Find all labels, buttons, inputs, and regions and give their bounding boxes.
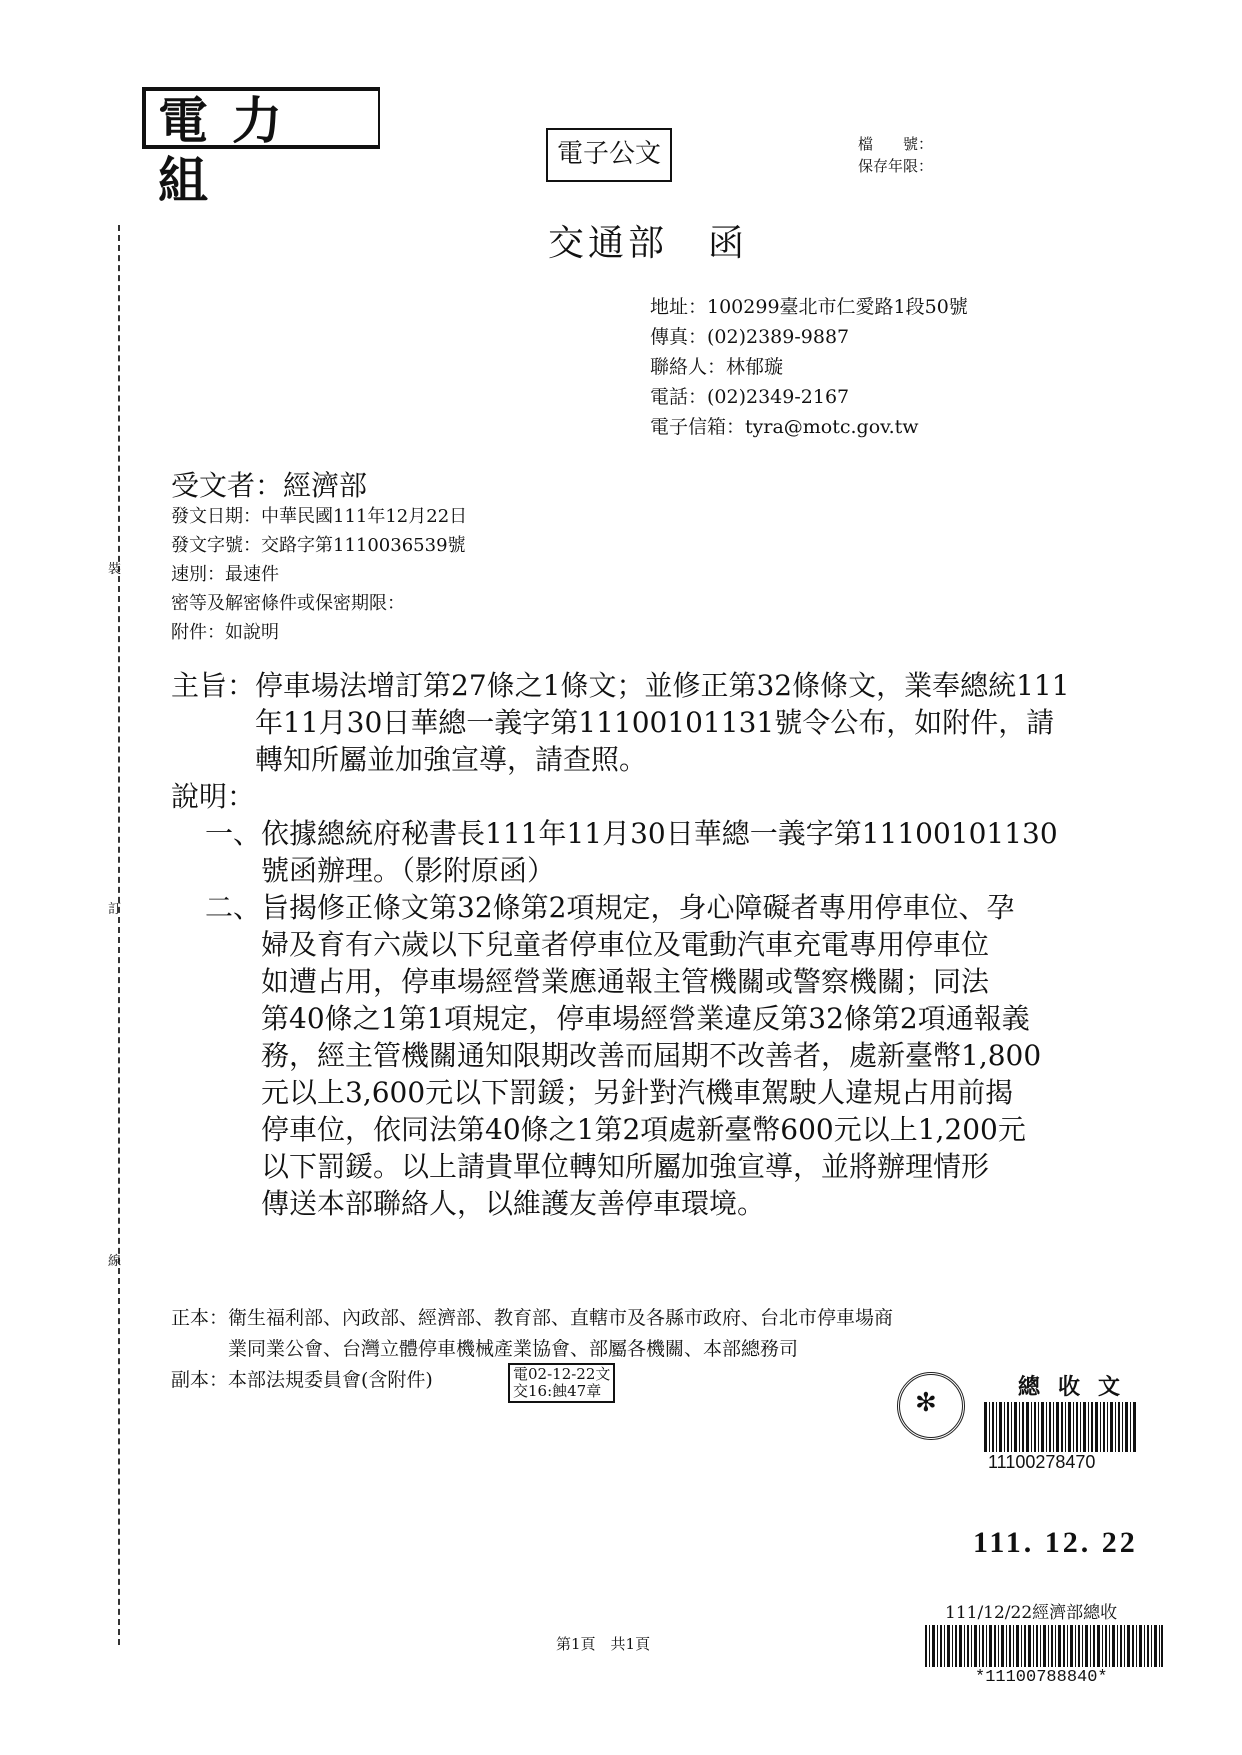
margin-char-xian: 線: [108, 1254, 122, 1269]
item-number: 二、: [204, 891, 261, 924]
receipt-stamp-line: 交16:蝕47章: [513, 1382, 602, 1400]
item-line: 依據總統府秘書長111年11月30日華總一義字第11100101130: [261, 817, 1058, 850]
subject-label: 主旨：: [171, 669, 256, 702]
document-number: 發文字號：交路字第1110036539號: [171, 535, 466, 556]
issue-date: 發文日期：中華民國111年12月22日: [171, 506, 468, 527]
ministry-receipt-barcode: [925, 1625, 1163, 1667]
attachment: 附件：如說明: [171, 622, 279, 643]
item-line: 第40條之1第1項規定，停車場經營業違反第32條第2項通報義: [261, 1002, 1030, 1035]
item-text: [261, 889, 1111, 1222]
ministry-receipt-label: 111/12/22經濟部總收: [945, 1603, 1118, 1623]
margin-char-zhuang: 裝: [108, 562, 122, 577]
main-recipients: [171, 1303, 1091, 1334]
contact-address: 地址：100299臺北市仁愛路1段50號: [650, 296, 968, 318]
explain-item: [171, 889, 1111, 1222]
item-number: 一、: [204, 817, 261, 850]
main-recipients-label: 正本：: [171, 1307, 229, 1329]
subject-line: 停車場法增訂第27條之1條文；並修正第32條條文，業奉總統111: [255, 669, 1070, 702]
contact-block: [650, 292, 968, 442]
electronic-document-label: 電子公文: [546, 128, 672, 182]
margin-char-ding: 訂: [108, 902, 122, 917]
copy-recipients: 副本：本部法規委員會(含附件): [171, 1369, 433, 1391]
item-line: 旨揭修正條文第32條第2項規定，身心障礙者專用停車位、孕: [261, 891, 1015, 924]
subject-line: 轉知所屬並加強宣導，請查照。: [255, 743, 648, 776]
contact-fax: 傳真：(02)2389-9887: [650, 326, 850, 348]
main-recipients-line: 衛生福利部、內政部、經濟部、教育部、直轄市及各縣市政府、台北市停車場商: [228, 1307, 894, 1329]
item-line: 號函辦理。（影附原函）: [261, 854, 556, 887]
item-line: 元以上3,600元以下罰鍰；另針對汽機車駕駛人違規占用前揭: [261, 1076, 1014, 1109]
receipt-barcode: [984, 1402, 1136, 1452]
department-stamp: 電力組: [142, 87, 380, 149]
secrecy-level: 密等及解密條件或保密期限：: [171, 593, 405, 614]
item-line: 如遭占用，停車場經營業應通報主管機關或警察機關；同法: [261, 965, 990, 998]
page-number: 第1頁 共1頁: [556, 1635, 651, 1653]
subject-line: 年11月30日華總一義字第11100101131號令公布，如附件，請: [255, 706, 1055, 739]
item-line: 以下罰鍰。以上請貴單位轉知所屬加強宣導，並將辦理情形: [261, 1150, 990, 1183]
explain-label: 說明：: [171, 780, 256, 813]
item-text: [261, 815, 1111, 889]
contact-phone: 電話：(02)2349-2167: [650, 386, 850, 408]
retention-label: 保存年限：: [858, 157, 934, 175]
main-recipients-line: 業同業公會、台灣立體停車機械產業協會、部屬各機關、本部總務司: [228, 1338, 799, 1360]
receipt-stamp-line: 電02-12-22文: [513, 1365, 611, 1383]
binding-margin-line: [118, 225, 120, 1645]
item-line: 婦及育有六歲以下兒童者停車位及電動汽車充電專用停車位: [261, 928, 990, 961]
file-number-label: 檔 號：: [858, 135, 934, 153]
document-title: 交通部 函: [548, 223, 749, 264]
document-meta: [171, 502, 467, 647]
date-stamp: 111. 12. 22: [973, 1526, 1138, 1559]
file-meta: [858, 133, 933, 177]
item-line: 務，經主管機關通知限期改善而屆期不改善者，處新臺幣1,800: [261, 1039, 1042, 1072]
item-line: 停車位，依同法第40條之1第2項處新臺幣600元以上1,200元: [261, 1113, 1026, 1146]
explain-item: [171, 815, 1111, 889]
speed-class: 速別：最速件: [171, 564, 279, 585]
contact-person: 聯絡人：林郁璇: [650, 356, 784, 378]
seal-emblem-icon: ✻: [915, 1388, 937, 1418]
recipient: 受文者：經濟部: [171, 469, 368, 502]
receipt-stamp: [508, 1363, 615, 1403]
ministry-receipt-barcode-number: *11100788840*: [975, 1668, 1108, 1687]
subject: [171, 667, 1111, 778]
receipt-title: 總收文: [1018, 1374, 1139, 1400]
contact-email: 電子信箱：tyra@motc.gov.tw: [650, 416, 919, 438]
document-body: [171, 667, 1111, 1222]
item-line: 傳送本部聯絡人，以維護友善停車環境。: [261, 1187, 766, 1220]
subject-text: [255, 667, 1070, 778]
receipt-barcode-number: 11100278470: [988, 1452, 1096, 1472]
